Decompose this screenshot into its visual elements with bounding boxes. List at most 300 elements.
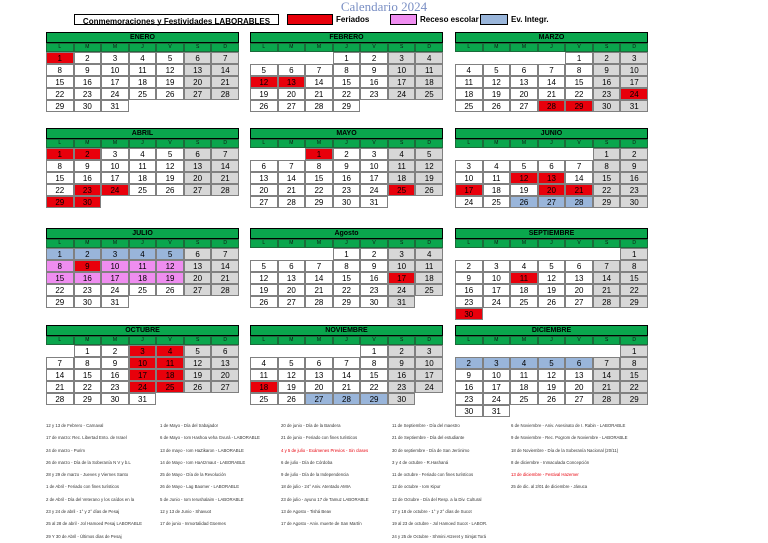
- day-cell: 12: [250, 272, 278, 284]
- weekday-header: D: [620, 336, 648, 345]
- weekday-header: D: [620, 239, 648, 248]
- day-cell: 13: [510, 76, 538, 88]
- day-cell: 27: [565, 393, 593, 405]
- day-cell: 2: [388, 345, 416, 357]
- day-cell: 13: [278, 272, 306, 284]
- day-cell: 10: [620, 64, 648, 76]
- legend-red-box: [287, 14, 333, 25]
- day-cell: 5: [483, 64, 511, 76]
- day-cell: 22: [46, 88, 74, 100]
- day-cell: 16: [593, 76, 621, 88]
- day-cell: 17: [101, 76, 129, 88]
- day-cell: 2: [455, 260, 483, 272]
- day-cell: 20: [565, 381, 593, 393]
- weekday-header: M: [510, 139, 538, 148]
- month-header: DICIEMBRE: [455, 325, 648, 336]
- day-cell: 11: [415, 260, 443, 272]
- day-cell: 19: [415, 172, 443, 184]
- day-cell: 19: [538, 381, 566, 393]
- day-cell: 24: [101, 184, 129, 196]
- day-cell: 28: [46, 393, 74, 405]
- day-cell: 5: [538, 357, 566, 369]
- month-abril: [46, 128, 239, 208]
- weekday-header: J: [333, 43, 361, 52]
- note-item: 26 de marzo - Día de la Soberanía N V y b.L: [46, 459, 131, 465]
- day-cell: 10: [129, 357, 157, 369]
- day-cell: 7: [278, 160, 306, 172]
- day-cell: 22: [74, 381, 102, 393]
- weekday-header: D: [211, 43, 239, 52]
- day-cell: 10: [483, 369, 511, 381]
- day-cell: 18: [483, 184, 511, 196]
- days-grid: [250, 345, 443, 405]
- day-cell: 11: [250, 369, 278, 381]
- day-cell: 4: [483, 160, 511, 172]
- weekday-header: D: [620, 43, 648, 52]
- day-cell: 21: [305, 284, 333, 296]
- day-cell: 4: [129, 148, 157, 160]
- day-cell: 4: [510, 260, 538, 272]
- weekday-header: L: [250, 43, 278, 52]
- empty-cell: [565, 345, 593, 357]
- weekday-header-row: [46, 239, 239, 248]
- weekday-header: M: [483, 43, 511, 52]
- weekday-header: V: [565, 139, 593, 148]
- weekday-header: M: [305, 336, 333, 345]
- days-grid: [250, 148, 443, 208]
- month-header: ENERO: [46, 32, 239, 43]
- weekday-header: L: [250, 336, 278, 345]
- day-cell: 23: [455, 393, 483, 405]
- legend-ev-integr-label: Ev. Integr.: [511, 15, 549, 24]
- day-cell: 17: [360, 172, 388, 184]
- day-cell: 5: [156, 148, 184, 160]
- weekday-header-row: [46, 336, 239, 345]
- day-cell: 13: [184, 260, 212, 272]
- weekday-header: V: [360, 139, 388, 148]
- day-cell: 25: [455, 100, 483, 112]
- weekday-header: J: [129, 43, 157, 52]
- day-cell: 4: [455, 64, 483, 76]
- day-cell: 16: [74, 76, 102, 88]
- day-cell: 27: [250, 196, 278, 208]
- weekday-header: J: [333, 336, 361, 345]
- days-grid: [455, 345, 648, 417]
- day-cell: 8: [74, 357, 102, 369]
- day-cell: 8: [46, 64, 74, 76]
- days-grid: [46, 148, 239, 208]
- day-cell: 11: [129, 260, 157, 272]
- day-cell: 20: [250, 184, 278, 196]
- day-cell: 11: [483, 172, 511, 184]
- day-cell: 3: [101, 52, 129, 64]
- month-julio: [46, 228, 239, 308]
- weekday-header: M: [483, 336, 511, 345]
- day-cell: 7: [211, 52, 239, 64]
- note-item: 25 de Mayo - Día de la Revolución: [160, 472, 226, 478]
- day-cell: 27: [278, 296, 306, 308]
- weekday-header-row: [455, 43, 648, 52]
- day-cell: 3: [620, 52, 648, 64]
- day-cell: 30: [74, 100, 102, 112]
- empty-cell: [278, 345, 306, 357]
- day-cell: 7: [305, 260, 333, 272]
- note-item: 24 y 25 de Octubre - Shmini Atzeret y Simjat Torá: [392, 533, 487, 539]
- day-cell: 23: [620, 184, 648, 196]
- day-cell: 1: [46, 148, 74, 160]
- day-cell: 9: [74, 160, 102, 172]
- day-cell: 13: [538, 172, 566, 184]
- day-cell: 14: [278, 172, 306, 184]
- weekday-header-row: [455, 239, 648, 248]
- note-item: 8 de diciembre - Inmaculada Concepción: [511, 459, 590, 465]
- day-cell: 28: [278, 196, 306, 208]
- day-cell: 12: [415, 160, 443, 172]
- day-cell: 24: [620, 88, 648, 100]
- day-cell: 26: [156, 184, 184, 196]
- day-cell: 30: [360, 296, 388, 308]
- day-cell: 2: [620, 148, 648, 160]
- day-cell: 31: [129, 393, 157, 405]
- day-cell: 26: [250, 100, 278, 112]
- day-cell: 11: [129, 160, 157, 172]
- day-cell: 16: [455, 284, 483, 296]
- day-cell: 8: [333, 260, 361, 272]
- day-cell: 29: [620, 393, 648, 405]
- month-header: FEBRERO: [250, 32, 443, 43]
- day-cell: 28: [211, 88, 239, 100]
- empty-cell: [510, 52, 538, 64]
- day-cell: 29: [593, 196, 621, 208]
- day-cell: 4: [129, 248, 157, 260]
- note-item: 1 de Abril - Feriado con fines turísticos: [46, 484, 120, 490]
- note-item: 20 de junio - Día de la Bandera: [281, 423, 341, 428]
- day-cell: 26: [483, 100, 511, 112]
- day-cell: 15: [46, 172, 74, 184]
- legend-ev-integr: [480, 13, 549, 26]
- weekday-header: L: [455, 43, 483, 52]
- empty-cell: [305, 52, 333, 64]
- day-cell: 3: [101, 248, 129, 260]
- weekday-header: V: [156, 139, 184, 148]
- day-cell: 6: [184, 248, 212, 260]
- day-cell: 20: [565, 284, 593, 296]
- day-cell: 5: [250, 64, 278, 76]
- day-cell: 18: [415, 76, 443, 88]
- day-cell: 14: [305, 272, 333, 284]
- days-grid: [455, 148, 648, 208]
- day-cell: 20: [184, 272, 212, 284]
- weekday-header: V: [565, 43, 593, 52]
- day-cell: 6: [184, 148, 212, 160]
- day-cell: 10: [360, 160, 388, 172]
- day-cell: 24: [101, 88, 129, 100]
- weekday-header: J: [333, 139, 361, 148]
- day-cell: 22: [305, 184, 333, 196]
- day-cell: 21: [211, 76, 239, 88]
- month-header: JULIO: [46, 228, 239, 239]
- month-diciembre: [455, 325, 648, 417]
- day-cell: 21: [211, 272, 239, 284]
- days-grid: [250, 52, 443, 112]
- day-cell: 8: [46, 160, 74, 172]
- day-cell: 25: [129, 284, 157, 296]
- legend-receso-label: Receso escolar: [420, 15, 479, 24]
- day-cell: 23: [455, 296, 483, 308]
- empty-cell: [510, 248, 538, 260]
- day-cell: 25: [510, 393, 538, 405]
- legend-feriados: [287, 13, 369, 26]
- weekday-header: J: [538, 139, 566, 148]
- day-cell: 17: [388, 272, 416, 284]
- day-cell: 28: [305, 100, 333, 112]
- day-cell: 14: [305, 76, 333, 88]
- day-cell: 29: [46, 296, 74, 308]
- empty-cell: [510, 345, 538, 357]
- weekday-header: M: [74, 239, 102, 248]
- day-cell: 29: [333, 296, 361, 308]
- day-cell: 5: [538, 260, 566, 272]
- weekday-header: J: [333, 239, 361, 248]
- day-cell: 31: [101, 296, 129, 308]
- day-cell: 1: [620, 248, 648, 260]
- day-cell: 3: [388, 52, 416, 64]
- month-septiembre: [455, 228, 648, 320]
- day-cell: 17: [483, 284, 511, 296]
- day-cell: 29: [620, 296, 648, 308]
- day-cell: 25: [510, 296, 538, 308]
- day-cell: 27: [184, 284, 212, 296]
- day-cell: 15: [333, 76, 361, 88]
- day-cell: 1: [74, 345, 102, 357]
- day-cell: 22: [333, 284, 361, 296]
- day-cell: 3: [483, 260, 511, 272]
- weekday-header: S: [388, 139, 416, 148]
- day-cell: 11: [415, 64, 443, 76]
- note-item: 17 y 18 de octubre - 1° y 2° días de Sucot: [392, 509, 472, 515]
- day-cell: 4: [156, 345, 184, 357]
- day-cell: 9: [74, 260, 102, 272]
- day-cell: 7: [538, 64, 566, 76]
- day-cell: 15: [305, 172, 333, 184]
- day-cell: 4: [388, 148, 416, 160]
- note-item: 28 y 29 de marzo - Jueves y Viernes Santo: [46, 472, 129, 478]
- day-cell: 28: [305, 296, 333, 308]
- note-item: 1 de Mayo - Día del trabajador: [160, 423, 219, 428]
- month-header: SEPTIEMBRE: [455, 228, 648, 239]
- day-cell: 17: [101, 272, 129, 284]
- note-item: 13 de Agosto - Tishá Beav: [281, 509, 332, 515]
- empty-cell: [46, 345, 74, 357]
- day-cell: 15: [620, 369, 648, 381]
- note-item: 18 de julio - 24° Aniv. Atentado AMIA: [281, 484, 351, 490]
- empty-cell: [278, 248, 306, 260]
- day-cell: 10: [101, 160, 129, 172]
- month-octubre: [46, 325, 239, 405]
- day-cell: 14: [593, 369, 621, 381]
- days-grid: [455, 52, 648, 112]
- weekday-header: J: [129, 239, 157, 248]
- day-cell: 4: [510, 357, 538, 369]
- weekday-header-row: [250, 239, 443, 248]
- note-item: 19 al 23 de octubre - Jol Hamoed Sucot - LABOR.: [392, 521, 488, 527]
- day-cell: 15: [360, 369, 388, 381]
- day-cell: 22: [46, 284, 74, 296]
- empty-cell: [250, 248, 278, 260]
- day-cell: 3: [388, 248, 416, 260]
- month-header: ABRIL: [46, 128, 239, 139]
- day-cell: 11: [156, 357, 184, 369]
- note-item: 6 de julio - Día de Córdoba: [281, 459, 333, 465]
- weekday-header: L: [455, 336, 483, 345]
- day-cell: 26: [415, 184, 443, 196]
- day-cell: 30: [101, 393, 129, 405]
- weekday-header-row: [250, 336, 443, 345]
- day-cell: 21: [538, 88, 566, 100]
- day-cell: 20: [510, 88, 538, 100]
- day-cell: 6: [211, 345, 239, 357]
- weekday-header: D: [415, 239, 443, 248]
- day-cell: 5: [510, 160, 538, 172]
- day-cell: 14: [211, 260, 239, 272]
- weekday-header: M: [74, 139, 102, 148]
- day-cell: 10: [101, 64, 129, 76]
- day-cell: 2: [74, 148, 102, 160]
- day-cell: 31: [360, 196, 388, 208]
- day-cell: 7: [46, 357, 74, 369]
- month-header: Agosto: [250, 228, 443, 239]
- note-item: 23 y 24 de abril - 1° y 2° días de Pesaj: [46, 509, 120, 515]
- legend-pink-box: [390, 14, 417, 25]
- note-item: 12 y 13 de Junio - Shavuot: [160, 509, 212, 515]
- day-cell: 27: [538, 196, 566, 208]
- day-cell: 19: [483, 88, 511, 100]
- day-cell: 11: [455, 76, 483, 88]
- note-item: 24 de marzo - Purim: [46, 447, 85, 453]
- day-cell: 7: [593, 260, 621, 272]
- empty-cell: [538, 148, 566, 160]
- note-item: 6 de Noviembre - Aniv. Asesinato de I. Rabin - LABORABLE: [511, 423, 626, 428]
- day-cell: 4: [415, 248, 443, 260]
- weekday-header: L: [455, 239, 483, 248]
- day-cell: 30: [333, 196, 361, 208]
- day-cell: 25: [250, 393, 278, 405]
- day-cell: 3: [360, 148, 388, 160]
- day-cell: 21: [565, 184, 593, 196]
- note-item: 6 de Mayo - Iom Hashoa veha Gvurá - LABORABLE: [160, 435, 260, 441]
- day-cell: 10: [415, 357, 443, 369]
- note-item: 5 de Junio - Iom Ierushalaim - LABORABLE: [160, 496, 244, 502]
- day-cell: 24: [483, 296, 511, 308]
- day-cell: 7: [211, 248, 239, 260]
- day-cell: 25: [483, 196, 511, 208]
- weekday-header: M: [101, 139, 129, 148]
- day-cell: 30: [455, 308, 483, 320]
- weekday-header: S: [388, 239, 416, 248]
- day-cell: 16: [74, 172, 102, 184]
- day-cell: 12: [250, 76, 278, 88]
- day-cell: 5: [278, 357, 306, 369]
- month-header: MARZO: [455, 32, 648, 43]
- day-cell: 25: [129, 88, 157, 100]
- day-cell: 29: [74, 393, 102, 405]
- day-cell: 1: [620, 345, 648, 357]
- day-cell: 7: [305, 64, 333, 76]
- month-marzo: [455, 32, 648, 112]
- day-cell: 22: [46, 184, 74, 196]
- day-cell: 10: [388, 260, 416, 272]
- weekday-header: J: [129, 139, 157, 148]
- day-cell: 9: [101, 357, 129, 369]
- weekday-header: S: [593, 336, 621, 345]
- day-cell: 20: [211, 369, 239, 381]
- day-cell: 25: [415, 284, 443, 296]
- month-febrero: [250, 32, 443, 112]
- notes-column-4: [392, 420, 487, 543]
- day-cell: 26: [156, 88, 184, 100]
- page-title: Calendario 2024: [340, 0, 428, 14]
- weekday-header: V: [360, 43, 388, 52]
- empty-cell: [538, 345, 566, 357]
- month-header: JUNIO: [455, 128, 648, 139]
- empty-cell: [250, 148, 278, 160]
- day-cell: 17: [101, 172, 129, 184]
- day-cell: 24: [415, 381, 443, 393]
- notes-column-3: [281, 420, 369, 531]
- day-cell: 2: [74, 248, 102, 260]
- notes-section: [46, 420, 726, 543]
- day-cell: 31: [483, 405, 511, 417]
- note-item: 11 de Septiembre - Día del maestro: [392, 423, 460, 428]
- weekday-header-row: [46, 43, 239, 52]
- day-cell: 3: [101, 148, 129, 160]
- day-cell: 23: [360, 284, 388, 296]
- day-cell: 7: [593, 357, 621, 369]
- day-cell: 13: [211, 357, 239, 369]
- day-cell: 19: [278, 381, 306, 393]
- day-cell: 18: [388, 172, 416, 184]
- day-cell: 7: [333, 357, 361, 369]
- day-cell: 29: [305, 196, 333, 208]
- month-enero: [46, 32, 239, 112]
- day-cell: 2: [101, 345, 129, 357]
- day-cell: 22: [593, 184, 621, 196]
- day-cell: 16: [74, 272, 102, 284]
- weekday-header: L: [46, 239, 74, 248]
- month-header: OCTUBRE: [46, 325, 239, 336]
- day-cell: 17: [388, 76, 416, 88]
- day-cell: 8: [305, 160, 333, 172]
- day-cell: 24: [388, 88, 416, 100]
- day-cell: 25: [156, 381, 184, 393]
- note-item: 25 al 28 de abril - Jol Hamoed Pesaj LABORABLE: [46, 521, 143, 527]
- day-cell: 30: [388, 393, 416, 405]
- note-item: 9 de julio - Día de la Independencia: [281, 472, 349, 478]
- day-cell: 23: [333, 184, 361, 196]
- day-cell: 22: [565, 88, 593, 100]
- day-cell: 29: [565, 100, 593, 112]
- weekday-header: S: [593, 239, 621, 248]
- day-cell: 21: [305, 88, 333, 100]
- day-cell: 2: [455, 357, 483, 369]
- day-cell: 28: [593, 393, 621, 405]
- month-junio: [455, 128, 648, 208]
- weekday-header: J: [538, 336, 566, 345]
- day-cell: 9: [388, 357, 416, 369]
- day-cell: 5: [184, 345, 212, 357]
- day-cell: 29: [46, 100, 74, 112]
- note-item: 26 de Mayo - Lag Baomer - LABORABLE: [160, 484, 240, 490]
